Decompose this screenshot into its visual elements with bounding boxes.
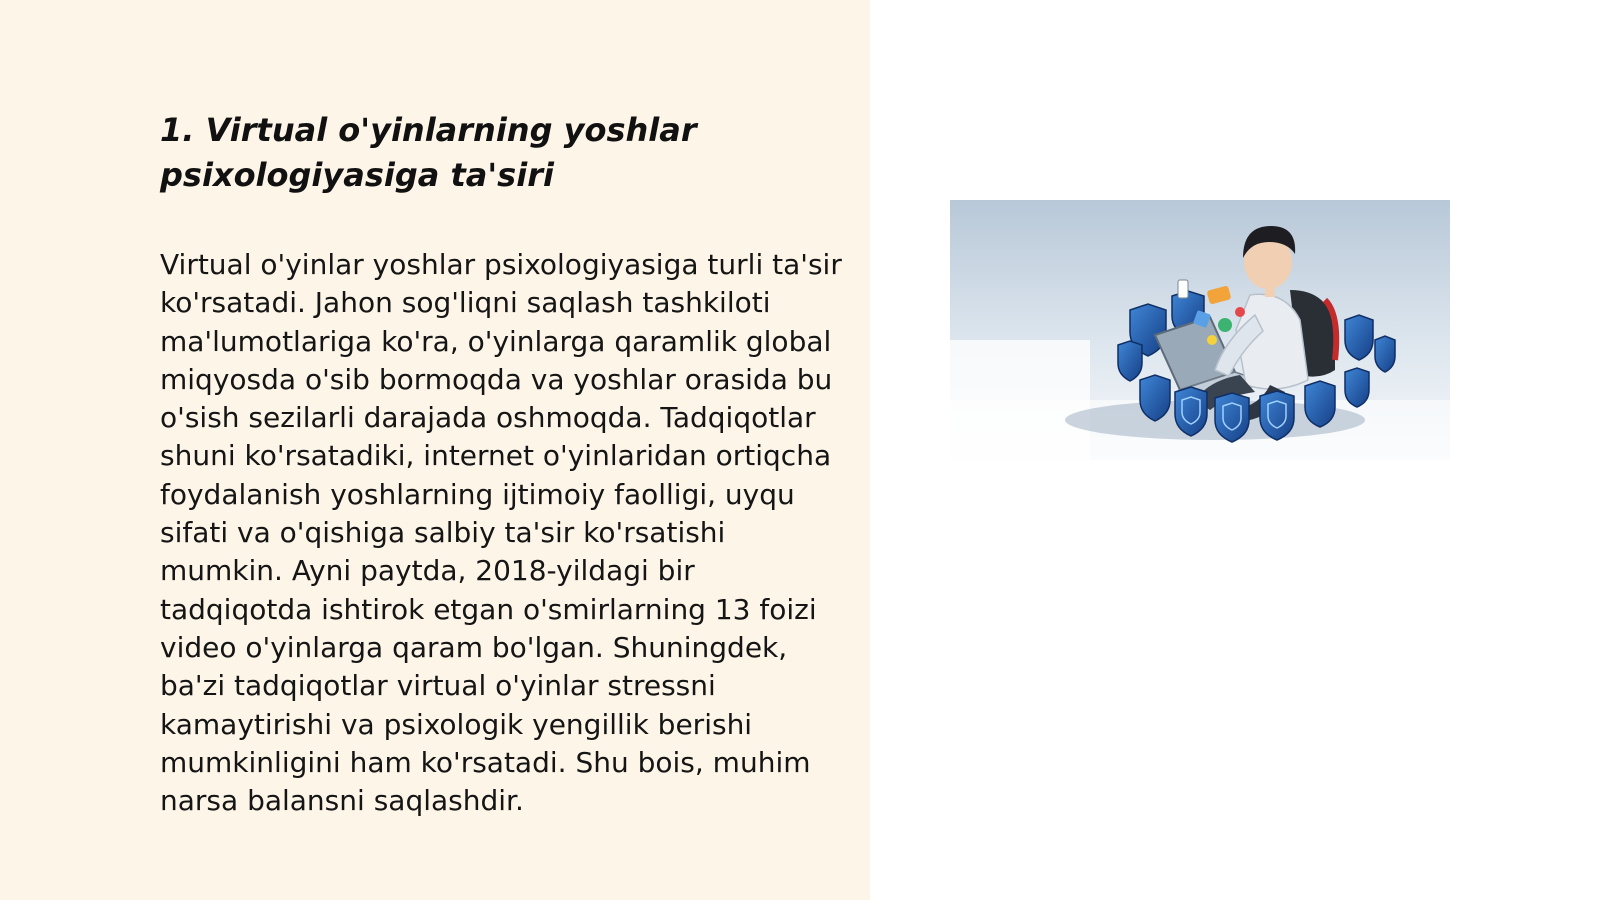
boy-with-laptop-and-shields-image — [950, 200, 1450, 460]
slide-body-text: Virtual o'yinlar yoshlar psixologiyasiga turli ta'sir ko'rsatadi. Jahon sog'liqni saqlash tashkiloti ma'lumotlariga ko'ra, o'yinlarga qaramlik global miqyosda o'sib bormoqda va yoshlar orasida bu o'sish sezilarli darajada oshmoqda. Tadqiqotlar shuni ko'rsatadiki, internet o'yinlaridan ortiqcha foydalanish yoshlarning ijtimoiy faolligi, uyqu sifati va o'qishiga salbiy ta'sir ko'rsatishi mumkin. Ayni paytda, 2018-yildagi bir tadqiqotda ishtirok etgan o'smirlarning 13 foizi video o'yinlarga qaram bo'lgan. Shuningdek, ba'zi tadqiqotlar virtual o'yinlar stressni kamaytirishi va psixologik yengillik berishi mumkinligini ham ko'rsatadi. Shu bois, muhim narsa balansni saqlashdir. — [160, 248, 842, 818]
slide-title: 1. Virtual o'yinlarning yoshlar psixologiyasiga ta'siri — [160, 111, 697, 194]
